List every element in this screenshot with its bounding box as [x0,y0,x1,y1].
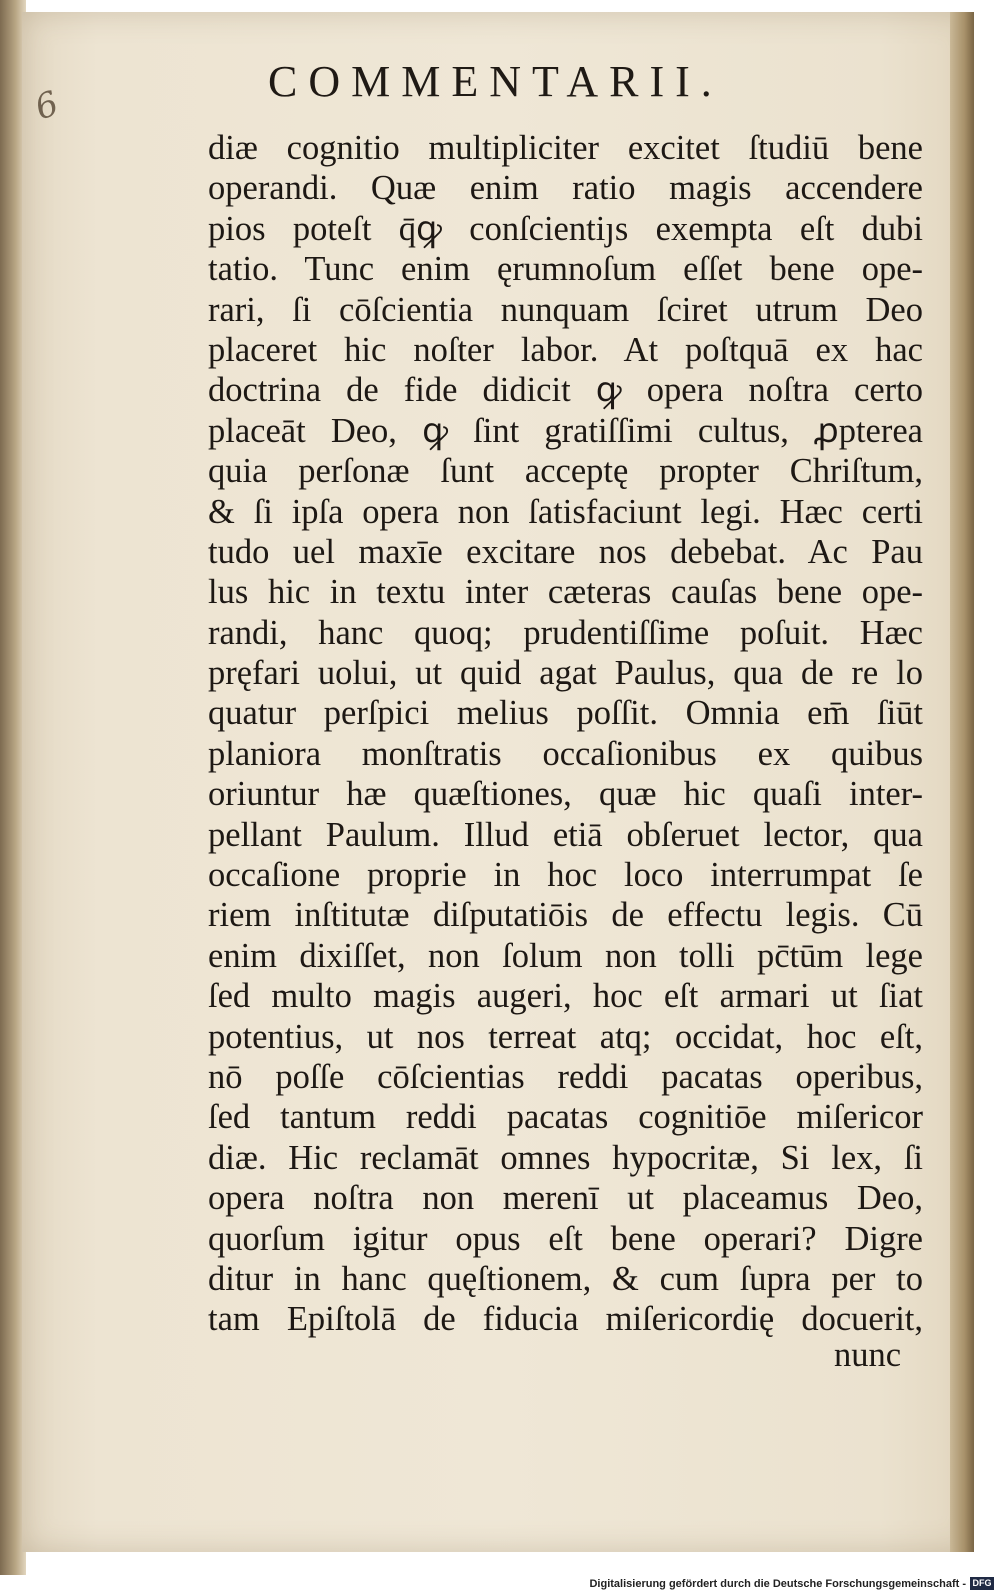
text-line: rari, ſi cōſcientia nunquam ſciret utrum Deo [208,290,923,329]
text-line: quia perſonæ ſunt acceptę propter Chriſtum, [208,452,923,491]
text-line: pios poteſt q̄ꝙ conſcientiȷs exempta eſt dubi [208,209,923,248]
text-line: ſed tantum reddi pacatas cognitiōe miſericor [208,1098,923,1137]
text-line: planiora monſtratis occaſionibus ex quibus [208,734,923,773]
text-line: randi, hanc quoq; prudentiſſime poſuit. Hæc [208,613,923,652]
text-line: ditur in hanc quęſtionem, & cum ſupra per to [208,1259,923,1298]
text-line: placeret hic noſter labor. At poſtquā ex hac [208,330,923,369]
text-line: opera noſtra non merenī ut placeamus Deo, [208,1179,923,1218]
catchword: nunc [834,1336,902,1374]
text-line: enim dixiſſet, non ſolum non tolli pc̄tūm lege [208,936,923,975]
text-line: diæ. Hic reclamāt omnes hypocritæ, Si lex, ſi [208,1138,923,1177]
text-line: potentius, ut nos terreat atq; occidat, hoc eſt, [208,1017,923,1056]
text-line: oriuntur hæ quæſtiones, quæ hic quaſi inter- [208,775,923,814]
text-line: tatio. Tunc enim ęrumnoſum eſſet bene ope- [208,250,923,289]
text-line: pręfari uolui, ut quid agat Paulus, qua de re lo [208,654,923,693]
text-line: & ſi ipſa opera non ſatisfaciunt legi. Hæc certi [208,492,923,531]
text-line: riem inſtitutæ diſputatiōis de effectu legis. Cū [208,896,923,935]
text-line: tam Epiſtolā de fiducia miſericordię docuerit, [208,1300,923,1339]
margin-note: 6 [29,83,64,129]
text-line: diæ cognitio multipliciter excitet ſtudiū bene [208,129,923,167]
running-head: COMMENTARII. [268,57,723,106]
text-line: occaſione proprie in hoc loco interrumpat ſe [208,856,923,895]
text-line: doctrina de fide didicit ꝙ opera noſtra certo [208,371,923,410]
text-line: quorſum igitur opus eſt bene operari? Digre [208,1219,923,1258]
text-line: tudo uel maxīe excitare nos debebat. Ac Pau [208,532,923,571]
page-edge [950,12,974,1552]
text-line: quatur perſpici melius poſſit. Omnia em̄ ſiūt [208,694,923,733]
text-block [208,128,923,1340]
text-line: ſed multo magis augeri, hoc eſt armari ut ſiat [208,977,923,1016]
text-line: lus hic in textu inter cæteras cauſas bene ope- [208,573,923,612]
text-line: pellant Paulum. Illud etiā obſeruet lector, qua [208,815,923,854]
text-line: operandi. Quæ enim ratio magis accendere [208,169,923,208]
dfg-logo-icon: DFG [970,1577,994,1590]
footer-credit: Digitalisierung gefördert durch die Deutsche Forschungsgemeinschaft - [589,1578,966,1590]
text-line: placeāt Deo, ꝙ ſint gratiſſimi cultus, ꝓpterea [208,411,923,450]
text-line: nō poſſe cōſcientias reddi pacatas operibus, [208,1057,923,1096]
